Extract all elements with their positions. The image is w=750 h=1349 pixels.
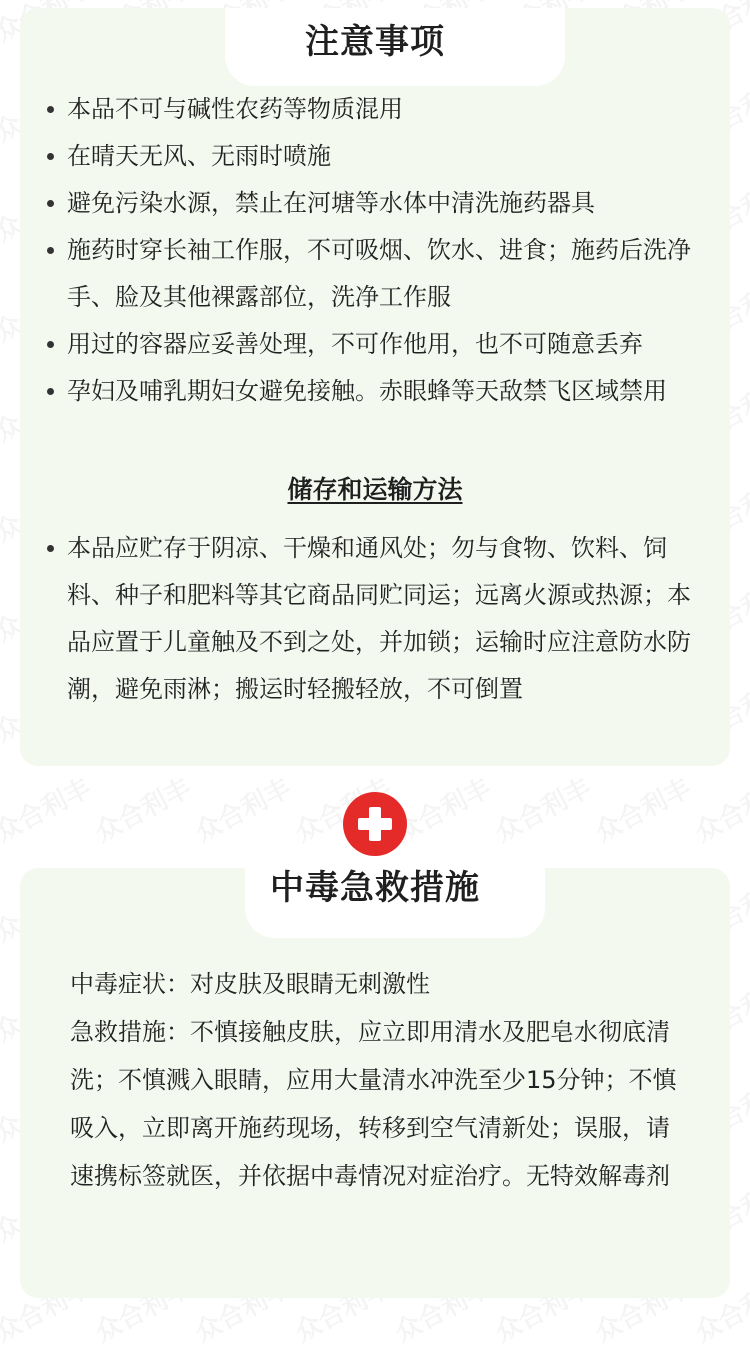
red-cross-icon xyxy=(343,792,407,856)
list-item: 施药时穿长袖工作服，不可吸烟、饮水、进食；施药后洗净手、脸及其他裸露部位，洗净工作服 xyxy=(45,227,705,321)
notice-list xyxy=(45,86,705,415)
watermark-text xyxy=(587,768,696,850)
storage-title: 储存和运输方法 xyxy=(287,475,463,504)
list-item: 用过的容器应妥善处理，不可作他用，也不可随意丢弃 xyxy=(45,321,705,368)
first-aid-body xyxy=(70,960,690,1200)
watermark-text xyxy=(687,768,750,850)
poisoning-symptoms: 中毒症状：对皮肤及眼睛无刺激性 xyxy=(70,970,430,998)
cross-vertical-bar xyxy=(369,807,381,841)
watermark-text xyxy=(187,768,296,850)
list-item: 在晴天无风、无雨时喷施 xyxy=(45,133,705,180)
watermark-text xyxy=(87,768,196,850)
notice-title: 注意事项 xyxy=(305,22,445,62)
watermark-text xyxy=(0,768,97,850)
first-aid-title: 中毒急救措施 xyxy=(270,868,480,908)
watermark-text xyxy=(487,768,596,850)
list-item: 避免污染水源，禁止在河塘等水体中清洗施药器具 xyxy=(45,180,705,227)
list-item: 孕妇及哺乳期妇女避免接触。赤眼蜂等天敌禁飞区域禁用 xyxy=(45,368,705,415)
list-item: 本品应贮存于阴凉、干燥和通风处；勿与食物、饮料、饲料、种子和肥料等其它商品同贮同运；远离火源或热源；本品应置于儿童触及不到之处，并加锁；运输时应注意防水防潮，避免雨淋；搬运时轻搬轻放，不可倒置 xyxy=(45,525,705,713)
first-aid-measures: 急救措施：不慎接触皮肤，应立即用清水及肥皂水彻底清洗；不慎溅入眼睛，应用大量清水冲洗至少15分钟；不慎吸入，立即离开施药现场，转移到空气清新处；误服，请速携标签就医，并依据中毒情况对症治疗。无特效解毒剂 xyxy=(70,1018,677,1190)
storage-list xyxy=(45,525,705,713)
list-item: 本品不可与碱性农药等物质混用 xyxy=(45,86,705,133)
